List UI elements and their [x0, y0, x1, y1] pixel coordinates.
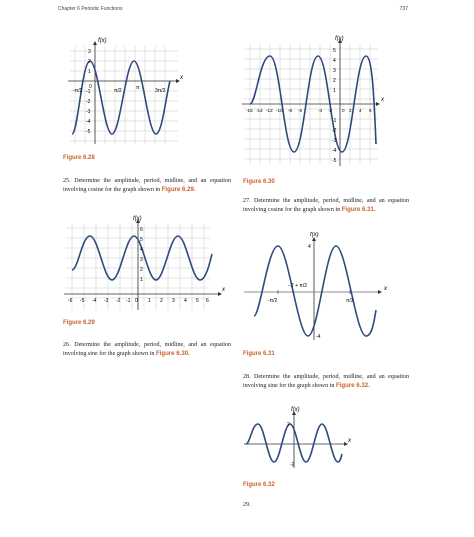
y-axis-label: f(x) [133, 216, 142, 222]
x-tick-label: -π/2 [268, 298, 278, 304]
x-arrow-icon [376, 102, 380, 106]
x-tick-label: 0 [135, 298, 138, 304]
x-tick-label: -6 [298, 108, 303, 113]
x-tick-label: 4 [359, 108, 362, 113]
exercise-text: 25. Determine the amplitude, period, midline, and an equation involving cosine for the graph shown in [63, 178, 231, 193]
x-arrow-icon [378, 290, 382, 294]
exercise-text: 27. Determine the amplitude, period, midline, and an equation involving cosine for the graph shown in [243, 198, 409, 213]
x-tick-label: 2 [160, 298, 163, 304]
x-axis-label: x [222, 287, 225, 293]
x-tick-label: π/2 [114, 88, 122, 94]
y-axis-label: f(x) [291, 407, 300, 413]
y-tick-label: 2 [333, 78, 336, 84]
x-tick-label: π/2 [346, 298, 354, 304]
x-tick-label: -3 [104, 298, 109, 304]
y-tick-label: -3 [86, 109, 91, 115]
axes [64, 222, 218, 310]
y-tick-label: 2 [140, 267, 143, 273]
y-tick-label: 4 [308, 244, 311, 250]
x-tick-label: 0 [342, 108, 345, 113]
y-tick-label: 6 [140, 227, 143, 233]
figure-reference-link[interactable]: Figure 6.32. [335, 381, 370, 389]
y-tick-label: 1 [88, 69, 91, 75]
y-tick-label: 3 [88, 49, 91, 55]
y-tick-label: 4 [140, 247, 143, 253]
x-tick-label: 2 [349, 108, 352, 113]
figure-6-32 [240, 404, 358, 472]
x-tick-label: -4 [92, 298, 97, 304]
y-tick-label: 3 [140, 257, 143, 263]
y-tick-label: -1 [332, 118, 337, 124]
y-tick-label: 1 [140, 277, 143, 283]
x-tick-label: -10 [276, 108, 283, 113]
exercise-29 [243, 502, 343, 510]
x-axis-label: x [348, 438, 351, 444]
x-tick-label: -π/2 [73, 88, 83, 94]
y-tick-label: -4 [316, 334, 321, 340]
figure-caption: Figure 6.30 [243, 179, 275, 185]
y-tick-label: 5 [140, 237, 143, 243]
x-tick-label: 3 [172, 298, 175, 304]
page-number: 737 [399, 6, 408, 12]
y-tick-label: 1 [333, 88, 336, 94]
y-tick-label: 3 [333, 68, 336, 74]
y-tick-label: -5 [86, 129, 91, 135]
axes [244, 240, 378, 340]
x-tick-label: -4 [318, 108, 323, 113]
exercise-text: 28. Determine the amplitude, period, midline, and an equation involving sine for the graph shown in [243, 374, 409, 389]
y-tick-label: 0 [89, 84, 92, 90]
figure-6-30-graph [238, 34, 388, 172]
figure-6-28-graph [60, 36, 188, 152]
exercise-text: 29. [243, 502, 251, 508]
figure-6-32-graph [240, 404, 358, 472]
figure-caption: Figure 6.29 [63, 320, 95, 326]
y-axis-label: f(x) [335, 36, 344, 42]
x-tick-label: 5 [196, 298, 199, 304]
curve [254, 246, 376, 336]
figure-6-31-graph [240, 232, 392, 344]
exercise-27 [243, 198, 409, 214]
y-tick-label: 4 [333, 58, 336, 64]
x-tick-label: -6 [68, 298, 73, 304]
y-tick-label: -3 [332, 138, 337, 144]
chapter-title: Chapter 6 Periodic Functions [58, 6, 123, 12]
figure-6-31 [240, 232, 392, 344]
figure-caption: Figure 6.28 [63, 155, 95, 161]
x-tick-label: 6 [206, 298, 209, 304]
x-tick-label: -2 [116, 298, 121, 304]
figure-reference-link[interactable]: Figure 6.31. [341, 205, 376, 213]
x-tick-label: π [136, 85, 140, 91]
x-axis-label: x [384, 286, 387, 292]
y-tick-label: -2 [290, 462, 295, 468]
x-tick-label: 3π/2 [155, 88, 166, 94]
x-tick-label: -14 [256, 108, 263, 113]
figure-6-29-graph [60, 214, 228, 314]
figure-6-29 [60, 214, 228, 314]
figure-reference-link[interactable]: Figure 6.29. [161, 185, 196, 193]
figure-reference-link[interactable]: Figure 6.30. [155, 349, 190, 357]
y-tick-label: -4 [332, 148, 337, 154]
x-tick-label: -8 [288, 108, 293, 113]
y-axis-label: f(x) [310, 232, 319, 238]
x-tick-label: -16 [246, 108, 253, 113]
figure-caption: Figure 6.31 [243, 351, 275, 357]
x-tick-label: -12 [266, 108, 273, 113]
figure-6-30 [238, 34, 388, 172]
exercise-26 [63, 342, 231, 358]
axes [242, 42, 376, 166]
figure-6-28 [60, 36, 188, 152]
x-tick-label: -2 [328, 108, 333, 113]
figure-caption: Figure 6.32 [243, 482, 275, 488]
y-arrow-icon [93, 41, 97, 45]
y-tick-label: 2 [88, 59, 91, 65]
y-tick-label: 2 [287, 422, 290, 428]
exercise-25 [63, 178, 231, 194]
y-axis-label: f(x) [98, 38, 107, 44]
y-tick-label: -2 [332, 128, 337, 134]
point-annotation: −2 + π/2 [288, 283, 308, 289]
y-tick-label: -4 [86, 119, 91, 125]
x-tick-label: -1 [126, 298, 131, 304]
x-axis-label: x [381, 97, 384, 103]
exercise-28 [243, 374, 409, 390]
y-tick-label: -5 [332, 158, 337, 164]
y-tick-label: 5 [333, 48, 336, 54]
x-tick-label: -5 [80, 298, 85, 304]
x-tick-label: 4 [184, 298, 187, 304]
page-header [58, 6, 408, 16]
exercise-text: 26. Determine the amplitude, period, midline, and an equation involving sine for the graph shown in [63, 342, 231, 357]
x-tick-label: 1 [148, 298, 151, 304]
y-tick-label: -1 [86, 89, 91, 95]
x-tick-label: 6 [369, 108, 372, 113]
y-tick-label: -2 [86, 99, 91, 105]
x-axis-label: x [180, 75, 183, 81]
